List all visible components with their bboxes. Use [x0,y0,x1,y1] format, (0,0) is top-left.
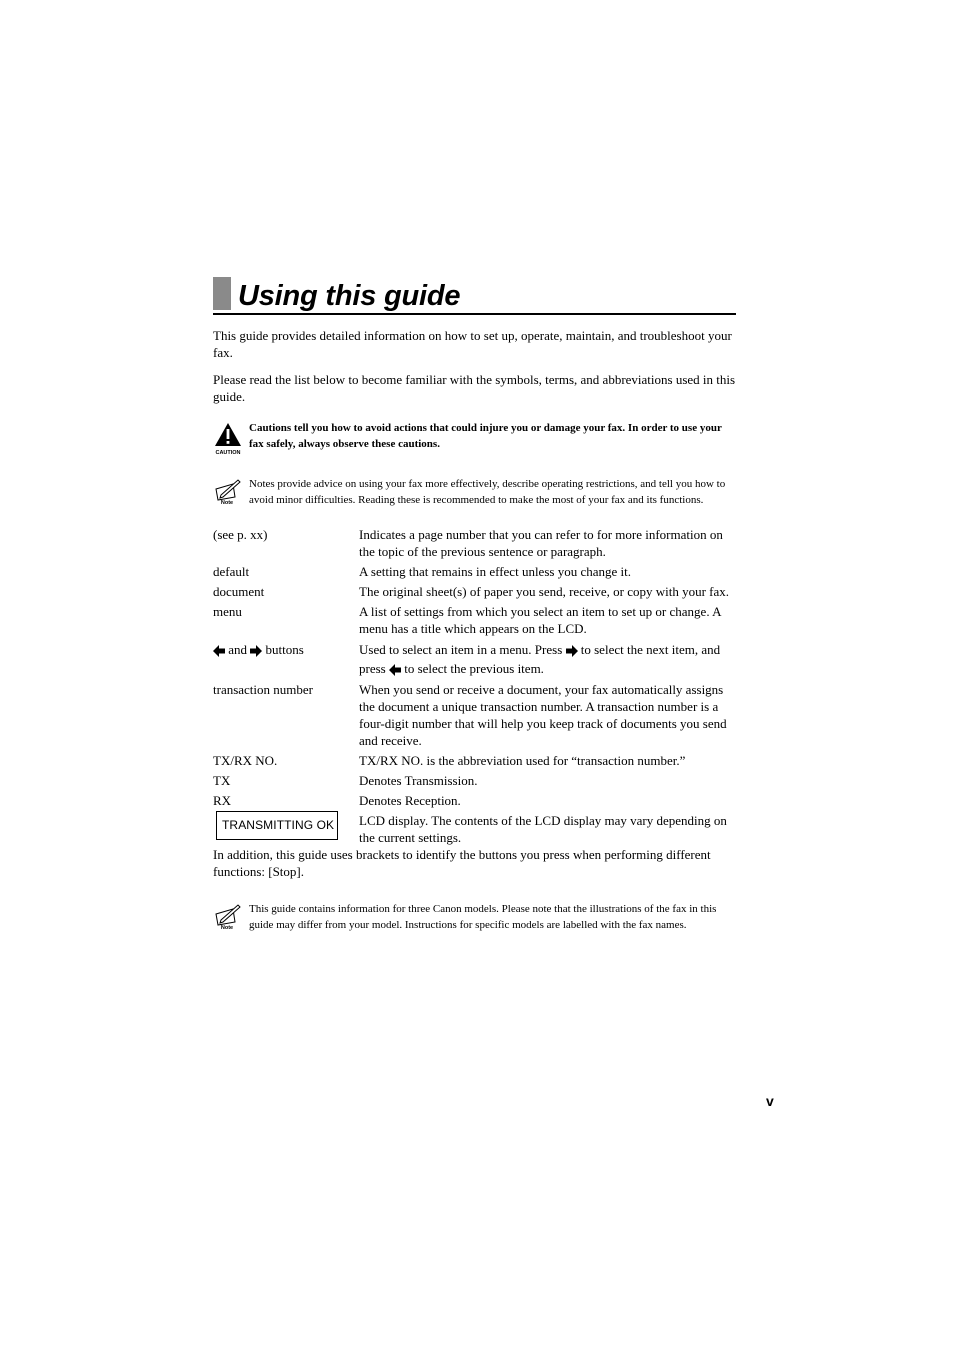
term-label [213,812,359,846]
term-row-arrow-buttons [213,640,736,678]
note-callout [213,477,736,510]
caution-callout [213,421,736,460]
page-number: v [766,1093,774,1109]
left-arrow-icon [389,664,401,676]
term-row [213,772,736,789]
caution-text: Cautions tell you how to avoid actions that could injure you or damage your fax. In order to use your fax safely, always observe these cautions. [249,422,722,450]
intro-paragraph-1: This guide provides detailed information on how to set up, operate, maintain, and troubleshoot your fax. [213,328,732,360]
term-definition: Denotes Reception. [359,793,461,808]
caution-icon-label: CAUTION [215,450,241,455]
term-row [213,563,736,580]
page-content [213,277,736,935]
title-row [213,277,736,315]
term-row [213,603,736,637]
term-row [213,526,736,560]
title-accent-bar [213,277,231,310]
warning-triangle-icon [213,421,249,460]
term-label: document [213,584,265,599]
note-icon-label: Note [220,500,234,505]
term-row-lcd [213,812,736,846]
term-definition: A list of settings from which you select an item to set up or change. A menu has a title which appears on the LCD. [359,604,721,636]
term-row [213,681,736,749]
lcd-display-sample: TRANSMITTING OK [216,811,338,840]
term-buttons-text: buttons [265,642,304,657]
note-pencil-icon [213,477,249,510]
term-label [213,640,359,678]
definition-part-3: to select the previous item. [404,661,544,676]
definition-part-2: to select the next item, and press [359,642,721,676]
left-arrow-icon [213,645,225,657]
definition-part-1: Used to select an item in a menu. Press [359,642,563,657]
term-definition: TX/RX NO. is the abbreviation used for “transaction number.” [359,753,686,768]
page-title: Using this guide [238,280,461,312]
term-definition: When you send or receive a document, your fax automatically assigns the document a unique transaction number. A transaction number is a four-digit number that will help you keep track of documents you send and receive. [359,682,727,748]
term-definition: The original sheet(s) of paper you send, receive, or copy with your fax. [359,584,730,599]
term-definition: A setting that remains in effect unless you change it. [359,564,631,579]
term-label: default [213,564,250,579]
term-definition: Denotes Transmission. [359,773,478,788]
term-label: menu [213,604,242,619]
term-definition: Indicates a page number that you can refer to for more information on the topic of the previous sentence or paragraph. [359,527,723,559]
term-label: TX/RX NO. [213,753,278,768]
term-label: transaction number [213,682,313,697]
term-label: RX [213,793,232,808]
note-callout-models [213,902,736,935]
intro-paragraph-2: Please read the list below to become familiar with the symbols, terms, and abbreviations used in this guide. [213,372,736,404]
note-pencil-icon [213,902,249,935]
term-definition: LCD display. The contents of the LCD display may vary depending on the current settings. [359,813,727,845]
brackets-paragraph: In addition, this guide uses brackets to identify the buttons you press when performing different functions: [Stop]. [213,847,711,879]
term-row [213,583,736,600]
right-arrow-icon [250,645,262,657]
terms-list [213,526,736,846]
term-label: (see p. xx) [213,527,268,542]
note-text: Notes provide advice on using your fax more effectively, describe operating restrictions, and tell you how to avoid minor difficulties. Reading these is recommended to make the most of your fax and its functions. [249,478,726,506]
term-label: TX [213,773,231,788]
term-row [213,792,736,809]
note-icon-label: Note [220,925,234,930]
note-text: This guide contains information for three Canon models. Please note that the illustrations of the fax in this guide may differ from your model. Instructions for specific models are labelled with the fax names. [249,903,717,931]
term-and-text: and [228,642,248,657]
term-row [213,752,736,769]
term-definition [359,640,736,678]
right-arrow-icon [566,645,578,657]
